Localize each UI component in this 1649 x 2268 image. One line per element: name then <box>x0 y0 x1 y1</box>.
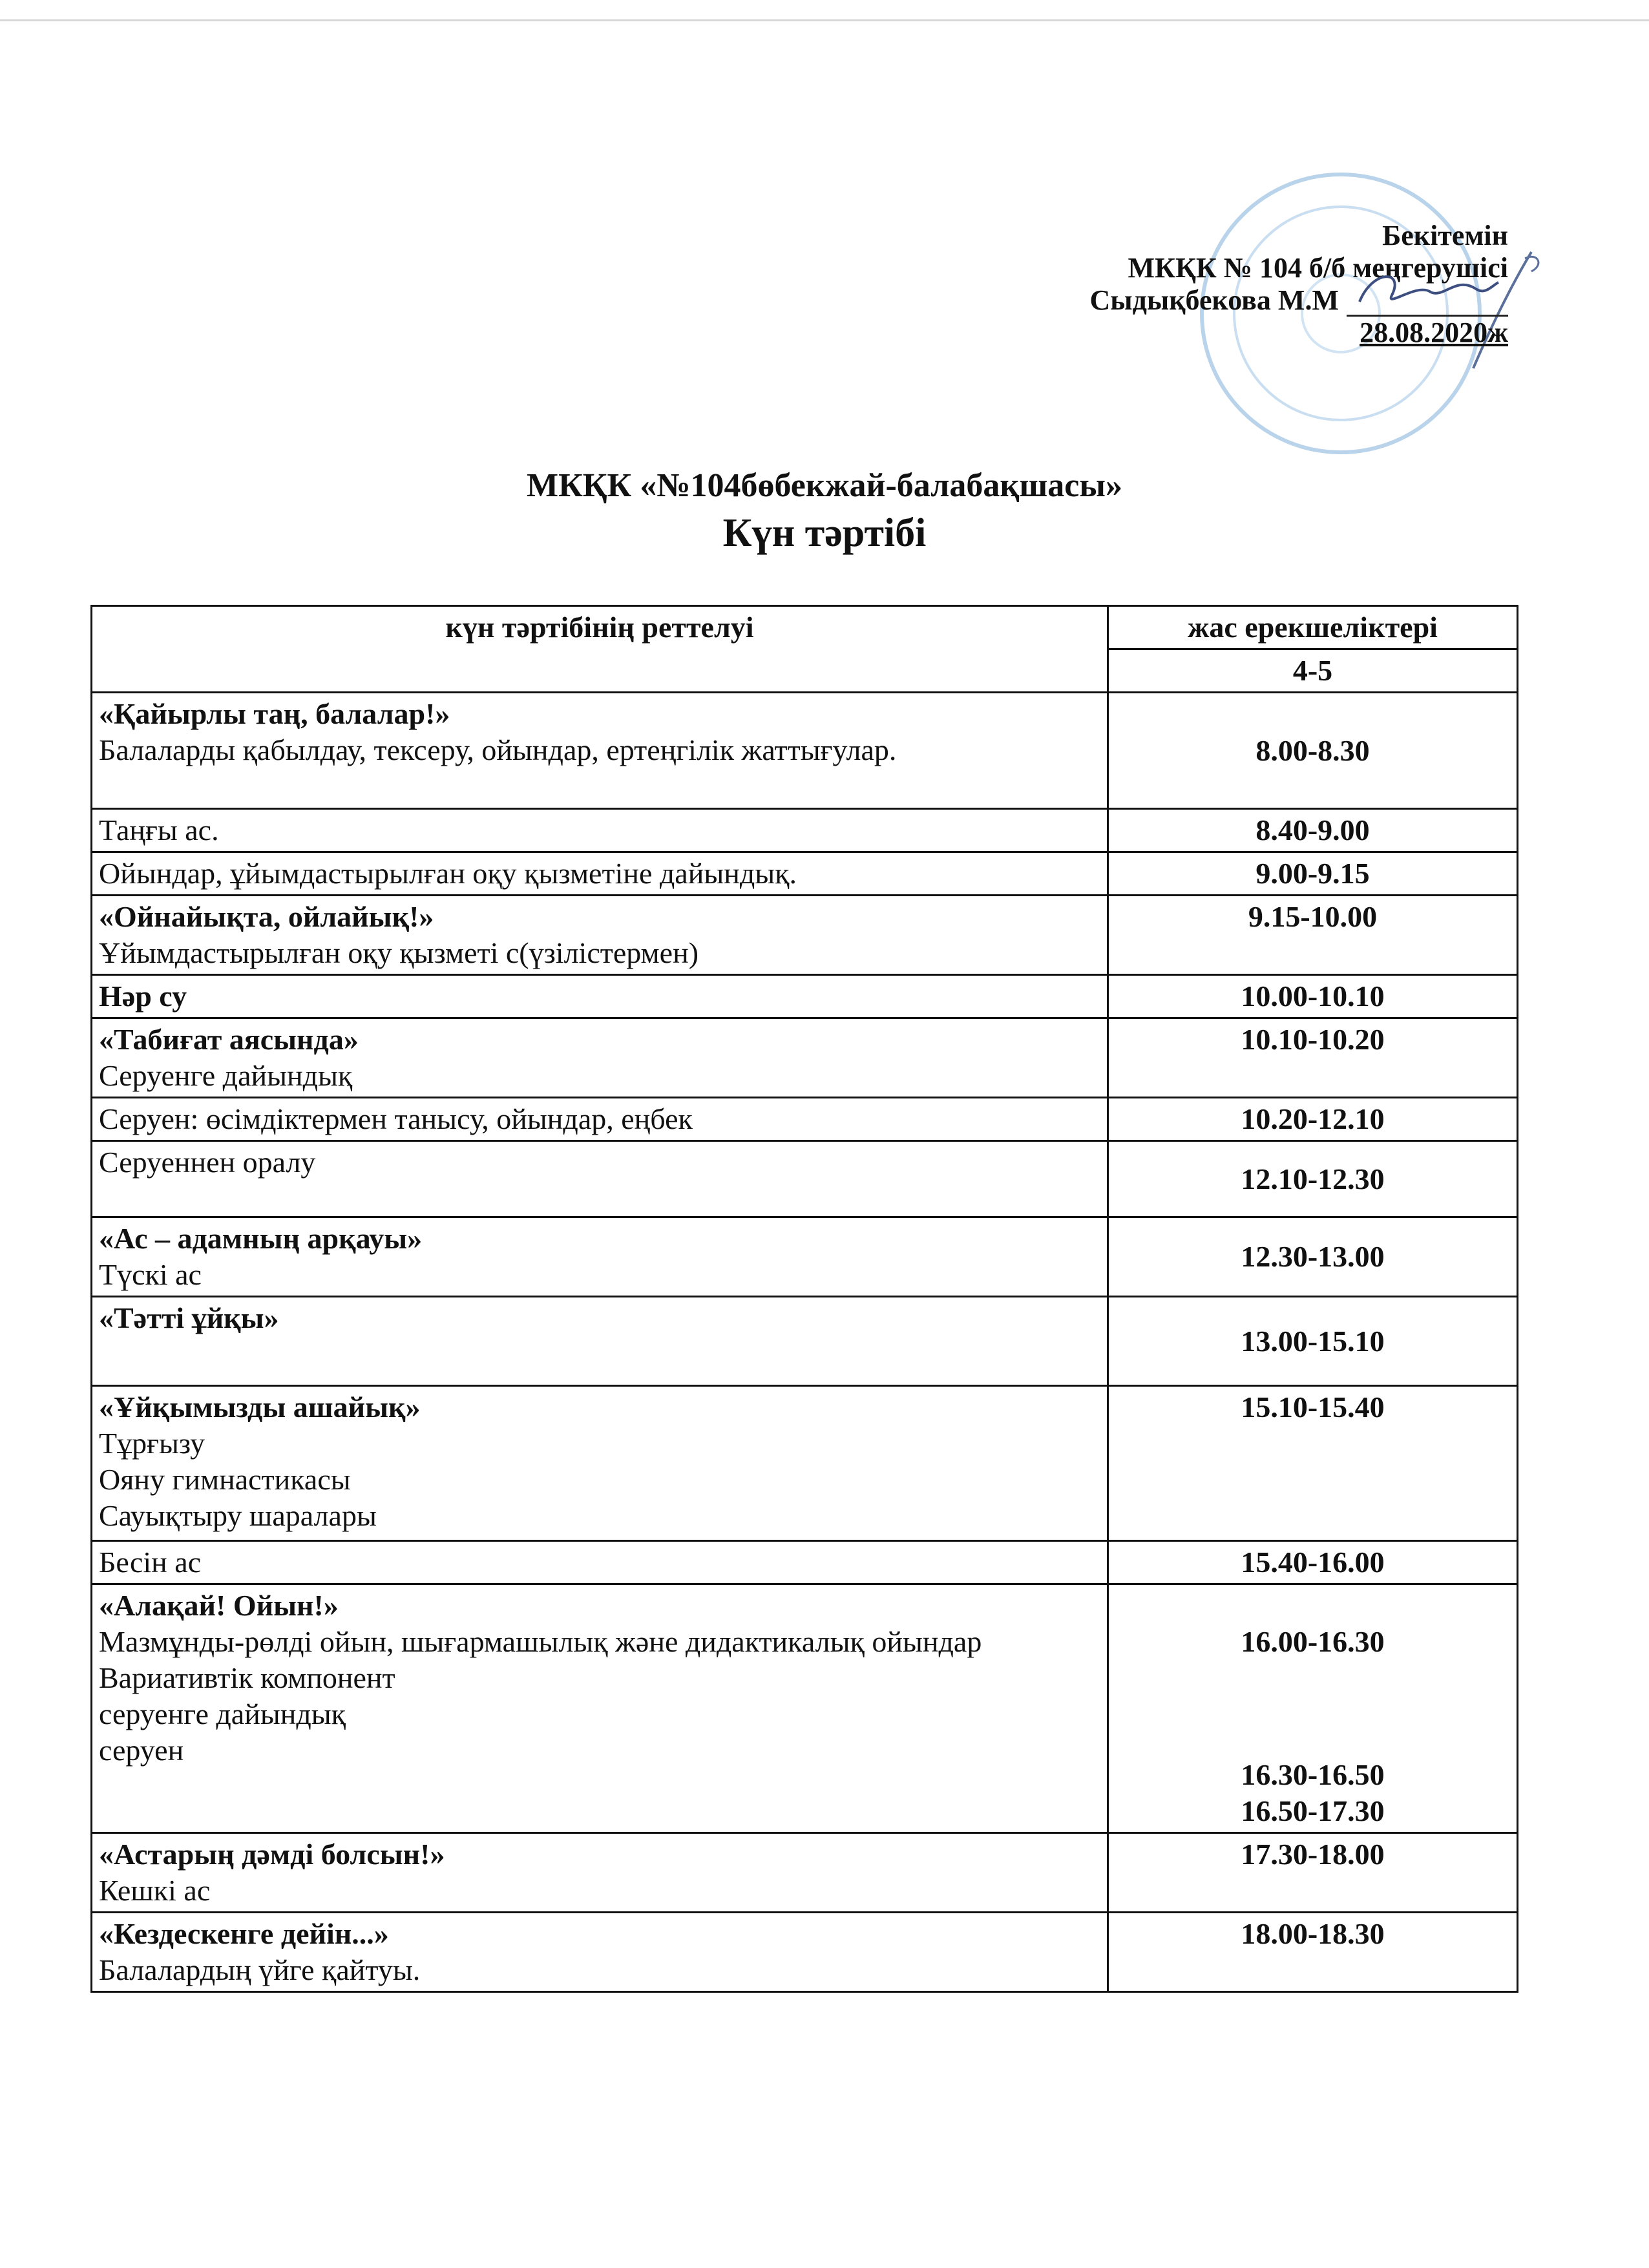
activity-cell <box>92 1541 1108 1584</box>
activity-line: Түскі ас <box>99 1258 202 1291</box>
activity-line: Вариативтік компонент <box>99 1661 395 1694</box>
activity-line: Ойындар, ұйымдастырылған оқу қызметіне дайындық. <box>99 857 797 890</box>
activity-cell <box>92 809 1108 852</box>
activity-line: серуен <box>99 1734 184 1767</box>
table-row <box>92 693 1518 809</box>
schedule-table <box>90 605 1518 1993</box>
table-row <box>92 1584 1518 1833</box>
table-row <box>92 1386 1518 1541</box>
table-row <box>92 1217 1518 1297</box>
time-cell <box>1108 693 1518 809</box>
time-range: 13.00-15.10 <box>1241 1324 1385 1358</box>
organization-name: МКҚК «№104бөбекжай-балабақшасы» <box>527 467 1122 504</box>
time-cell <box>1108 809 1518 852</box>
scan-edge-line <box>0 19 1649 21</box>
activity-cell <box>92 1217 1108 1297</box>
table-row <box>92 1833 1518 1913</box>
time-range: 9.00-9.15 <box>1255 857 1370 890</box>
approval-signature-row <box>1089 284 1508 317</box>
activity-cell <box>92 1098 1108 1141</box>
activity-title: «Ас – адамның арқауы» <box>99 1222 423 1255</box>
activity-cell <box>92 1584 1108 1833</box>
activity-cell <box>92 1018 1108 1098</box>
activity-line: Сауықтыру шаралары <box>99 1499 377 1532</box>
activity-line: Серуен: өсімдіктермен танысу, ойындар, еңбек <box>99 1102 693 1135</box>
table-row <box>92 1098 1518 1141</box>
column-header-activity: күн тәртібінің реттелуі <box>92 606 1108 693</box>
activity-line: Тұрғызу <box>99 1427 205 1460</box>
activity-line: Ұйымдастырылған оқу қызметі с(үзілістермен) <box>99 936 699 969</box>
age-group-label: 4-5 <box>1108 649 1518 693</box>
table-row <box>92 1297 1518 1386</box>
table-row <box>92 896 1518 975</box>
table-row <box>92 1018 1518 1098</box>
activity-cell <box>92 693 1108 809</box>
time-cell <box>1108 1541 1518 1584</box>
time-cell <box>1108 896 1518 975</box>
activity-title: «Алақай! Ойын!» <box>99 1589 339 1622</box>
time-range: 10.20-12.10 <box>1241 1102 1385 1135</box>
activity-line: Таңғы ас. <box>99 814 219 846</box>
signature-line <box>1347 289 1508 317</box>
document-heading <box>0 465 1649 557</box>
table-row <box>92 1541 1518 1584</box>
activity-cell <box>92 1297 1108 1386</box>
time-cell <box>1108 1913 1518 1992</box>
activity-line: Серуеннен оралу <box>99 1146 316 1179</box>
activity-cell <box>92 1833 1108 1913</box>
activity-cell <box>92 1386 1108 1541</box>
time-range: 8.40-9.00 <box>1255 814 1370 846</box>
approval-block <box>1089 220 1508 349</box>
activity-line: Балалардың үйге қайтуы. <box>99 1953 421 1986</box>
approval-line-2: МКҚК № 104 б/б меңгерушісі <box>1128 252 1508 284</box>
table-row <box>92 1913 1518 1992</box>
schedule-body <box>92 693 1518 1992</box>
time-range: 10.10-10.20 <box>1241 1023 1385 1056</box>
activity-line: Балаларды қабылдау, тексеру, ойындар, ертеңгілік жаттығулар. <box>99 733 897 766</box>
table-row <box>92 809 1518 852</box>
handwritten-signature-icon <box>1353 263 1502 315</box>
activity-title: «Астарың дәмді болсын!» <box>99 1838 445 1871</box>
activity-line: Мазмұнды-рөлді ойын, шығармашылық және дидактикалық ойындар <box>99 1625 982 1658</box>
activity-cell <box>92 1913 1108 1992</box>
time-range: 15.40-16.00 <box>1241 1546 1385 1579</box>
activity-cell <box>92 1141 1108 1217</box>
activity-title: «Тәтті ұйқы» <box>99 1301 279 1334</box>
table-row <box>92 1141 1518 1217</box>
approval-date: 28.08.2020ж <box>1360 317 1508 348</box>
time-cell <box>1108 1833 1518 1913</box>
time-cell <box>1108 1098 1518 1141</box>
activity-title: «Кездескенге дейін...» <box>99 1917 389 1950</box>
activity-title: «Ойнайықта, ойлайық!» <box>99 900 434 933</box>
table-header-row <box>92 606 1518 649</box>
table-row <box>92 852 1518 896</box>
time-range: 12.30-13.00 <box>1241 1240 1385 1273</box>
time-cell <box>1108 852 1518 896</box>
column-header-age: жас ерекшеліктері <box>1108 606 1518 649</box>
time-range: 18.00-18.30 <box>1241 1917 1385 1950</box>
activity-title: Нәр су <box>99 980 187 1013</box>
activity-line: Ояну гимнастикасы <box>99 1463 351 1496</box>
activity-title: «Қайырлы таң, балалар!» <box>99 697 450 730</box>
time-cell <box>1108 1141 1518 1217</box>
time-cell <box>1108 1217 1518 1297</box>
time-cell <box>1108 975 1518 1018</box>
time-cell <box>1108 1386 1518 1541</box>
approval-line-3: Сыдықбекова М.М <box>1089 284 1339 316</box>
activity-line: Серуенге дайындық <box>99 1059 353 1092</box>
activity-title: «Табиғат аясында» <box>99 1023 359 1056</box>
activity-line: Бесін ас <box>99 1546 202 1579</box>
activity-line: Кешкі ас <box>99 1874 211 1907</box>
activity-line: серуенге дайындық <box>99 1697 346 1730</box>
time-cell <box>1108 1297 1518 1386</box>
time-range: 12.10-12.30 <box>1241 1162 1385 1195</box>
time-range: 10.00-10.10 <box>1241 980 1385 1013</box>
time-range: 16.50-17.30 <box>1241 1794 1385 1827</box>
time-range: 17.30-18.00 <box>1241 1838 1385 1871</box>
time-cell <box>1108 1018 1518 1098</box>
activity-cell <box>92 975 1108 1018</box>
activity-title: «Ұйқымызды ашайық» <box>99 1391 421 1423</box>
activity-cell <box>92 896 1108 975</box>
activity-cell <box>92 852 1108 896</box>
approval-line-1: Бекітемін <box>1382 220 1508 251</box>
time-range: 16.30-16.50 <box>1241 1758 1385 1791</box>
time-range: 8.00-8.30 <box>1255 733 1370 767</box>
table-row <box>92 975 1518 1018</box>
time-range: 16.00-16.30 <box>1241 1625 1385 1658</box>
time-cell <box>1108 1584 1518 1833</box>
page-title: Күн тәртібі <box>722 511 927 555</box>
time-range: 15.10-15.40 <box>1241 1391 1385 1423</box>
time-range: 9.15-10.00 <box>1248 900 1378 933</box>
